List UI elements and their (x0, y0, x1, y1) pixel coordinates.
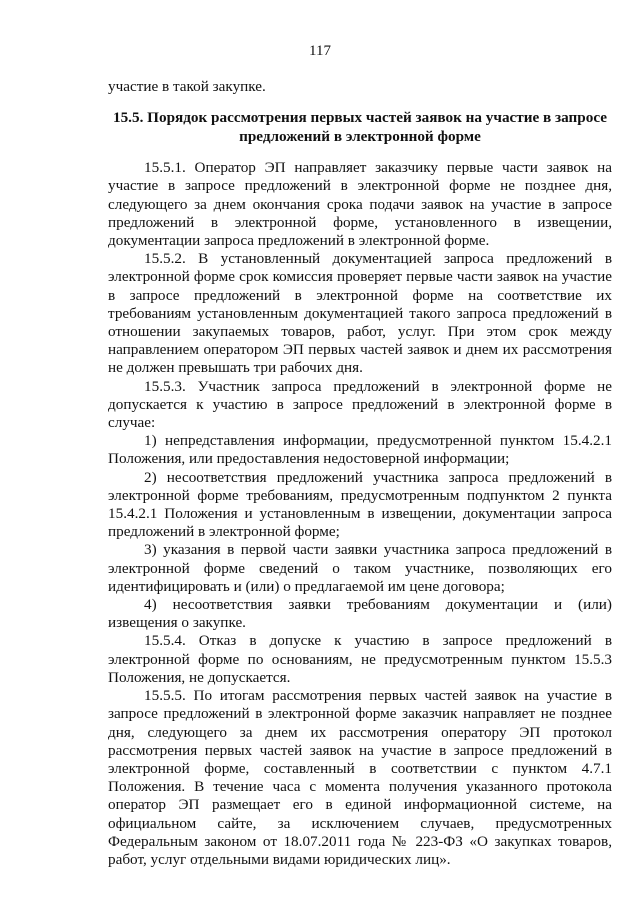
page-content (108, 78, 612, 869)
paragraph-15-5-5: 15.5.5. По итогам рассмотрения первых частей заявок на участие в запросе предложений в электронной форме заказчик направляет не позднее дня, следующего за днем их рассмотрения оператору ЭП протокол рассмотрения первых частей заявок на участие в запросе предложений в электронной форме, составленный в соответствии с пунктом 4.7.1 Положения. В течение часа с момента получения указанного протокола оператор ЭП размещает его в единой информационной системе, на официальном сайте, за исключением случаев, предусмотренных Федеральным законом от 18.07.2011 года № 223-ФЗ «О закупках товаров, работ, услуг отдельными видами юридических лиц». (108, 687, 612, 868)
page-number: 117 (309, 43, 331, 59)
paragraph-15-5-3: 15.5.3. Участник запроса предложений в электронной форме не допускается к участию в запросе предложений в электронной форме в случае: (108, 377, 612, 432)
continuation-text: участие в такой закупке. (108, 78, 266, 95)
list-item-2: 2) несоответствия предложений участника запроса предложений в электронной форме требованиям, предусмотренным подпунктом 2 пункта 15.4.2.1 Положения и установленным в извещении, документации запроса предложений в электронной форме; (108, 468, 612, 541)
list-item-4: 4) несоответствия заявки требованиям документации и (или) извещения о закупке. (108, 596, 612, 632)
list-item-1: 1) непредставления информации, предусмотренной пунктом 15.4.2.1 Положения, или предоставления недостоверной информации; (108, 432, 612, 468)
paragraph-15-5-1: 15.5.1. Оператор ЭП направляет заказчику первые части заявок на участие в запросе предложений в электронной форме не позднее дня, следующего за днем окончания срока подачи заявок на участие в запросе предложений в электронной форме, установленного в извещении, документации запроса предложений в электронной форме. (108, 159, 612, 250)
section-heading: 15.5. Порядок рассмотрения первых частей заявок на участие в запросе предложений в электронной форме (112, 109, 607, 146)
paragraph-15-5-4: 15.5.4. Отказ в допуске к участию в запросе предложений в электронной форме по основаниям, не предусмотренным пунктом 15.5.3 Положения, не допускается. (108, 632, 612, 686)
paragraph-15-5-2: 15.5.2. В установленный документацией запроса предложений в электронной форме срок комиссия проверяет первые части заявок на участие в запросе предложений в электронной форме на соответствие их требованиям установленным документацией такого запроса предложений в отношении закупаемых товаров, работ, услуг. При этом срок между направлением оператором ЭП первых частей заявок и днем их рассмотрения не должен превышать три рабочих дня. (108, 250, 612, 377)
list-item-3: 3) указания в первой части заявки участника запроса предложений в электронной форме сведений о таком участнике, позволяющих его идентифицировать и (или) о предлагаемой им цене договора; (108, 541, 612, 595)
